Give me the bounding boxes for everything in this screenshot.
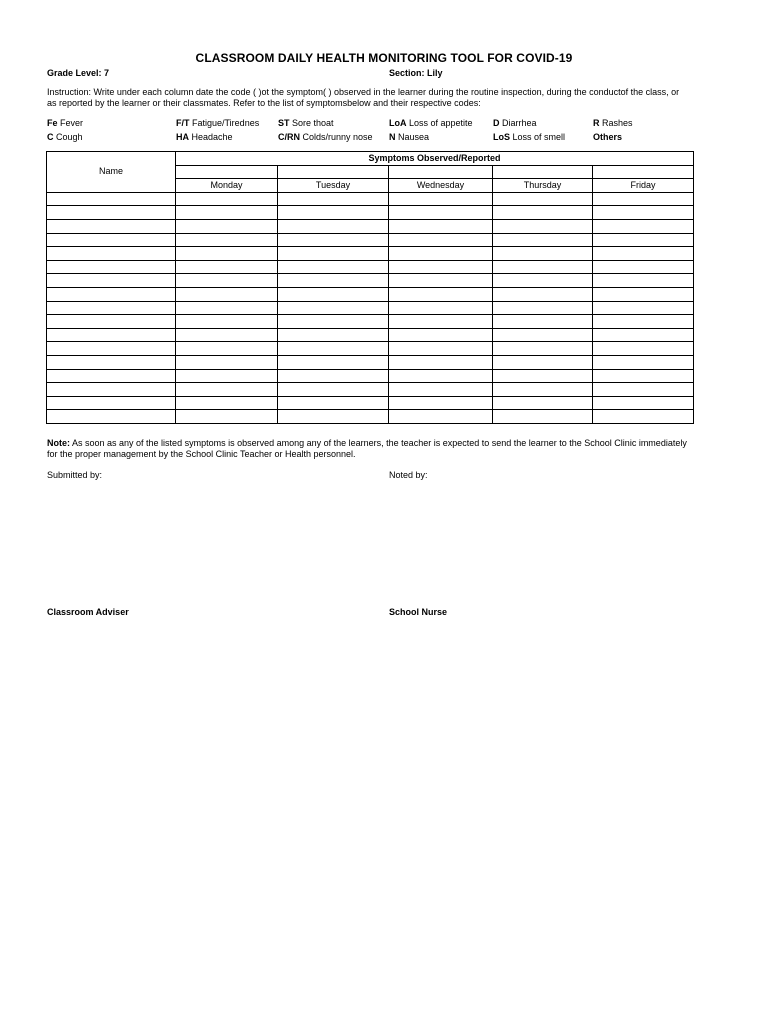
symptom-cell[interactable]	[278, 301, 389, 315]
symptom-cell[interactable]	[493, 274, 593, 288]
table-row	[47, 383, 694, 397]
table-cell[interactable]	[493, 165, 593, 179]
submitted-by-label: Submitted by:	[47, 470, 103, 480]
name-header: Name	[47, 152, 176, 193]
symptom-cell[interactable]	[176, 342, 278, 356]
section: Section: Lily	[389, 68, 443, 78]
symptom-cell[interactable]	[593, 328, 694, 342]
table-row	[47, 369, 694, 383]
code-item	[593, 132, 622, 143]
symptom-cell[interactable]	[493, 383, 593, 397]
code-abbr: R	[593, 118, 600, 128]
symptom-cell[interactable]	[278, 315, 389, 329]
symptom-cell[interactable]	[493, 260, 593, 274]
symptom-cell[interactable]	[176, 355, 278, 369]
table-row	[47, 315, 694, 329]
table-cell[interactable]	[593, 165, 694, 179]
day-header-tuesday: Tuesday	[278, 179, 389, 193]
symptom-cell[interactable]	[493, 410, 593, 424]
symptom-cell[interactable]	[278, 342, 389, 356]
symptom-cell[interactable]	[278, 410, 389, 424]
table-cell[interactable]	[389, 165, 493, 179]
symptom-cell[interactable]	[389, 287, 493, 301]
code-item	[389, 118, 473, 129]
learner-name-cell[interactable]	[47, 369, 176, 383]
symptom-cell[interactable]	[389, 301, 493, 315]
symptom-cell[interactable]	[593, 287, 694, 301]
symptom-cell[interactable]	[389, 206, 493, 220]
symptom-cell[interactable]	[278, 247, 389, 261]
table-row	[47, 355, 694, 369]
code-label: Fatigue/Tirednes	[189, 118, 260, 128]
symptom-cell[interactable]	[593, 192, 694, 206]
symptom-cell[interactable]	[593, 396, 694, 410]
code-abbr: ST	[278, 118, 290, 128]
noted-by-label: Noted by:	[389, 470, 428, 480]
code-item	[278, 118, 334, 129]
symptom-cell[interactable]	[593, 369, 694, 383]
code-item	[493, 118, 537, 129]
symptom-cell[interactable]	[176, 219, 278, 233]
symptom-cell[interactable]	[593, 315, 694, 329]
symptom-cell[interactable]	[389, 355, 493, 369]
symptom-cell[interactable]	[176, 192, 278, 206]
code-label: Headache	[189, 132, 233, 142]
symptom-cell[interactable]	[176, 247, 278, 261]
header-row	[47, 152, 694, 166]
learner-name-cell[interactable]	[47, 206, 176, 220]
day-header-wednesday: Wednesday	[389, 179, 493, 193]
table-row	[47, 192, 694, 206]
code-label: Cough	[53, 132, 83, 142]
symptom-cell[interactable]	[176, 369, 278, 383]
code-item	[176, 118, 259, 129]
symptom-cell[interactable]	[493, 396, 593, 410]
symptom-cell[interactable]	[593, 383, 694, 397]
symptom-cell[interactable]	[389, 369, 493, 383]
code-abbr: HA	[176, 132, 189, 142]
code-abbr: LoA	[389, 118, 407, 128]
code-abbr: C/RN	[278, 132, 300, 142]
symptom-cell[interactable]	[593, 233, 694, 247]
symptom-cell[interactable]	[176, 301, 278, 315]
symptom-cell[interactable]	[389, 328, 493, 342]
symptom-cell[interactable]	[389, 383, 493, 397]
symptom-cell[interactable]	[493, 369, 593, 383]
symptom-cell[interactable]	[493, 233, 593, 247]
learner-name-cell[interactable]	[47, 328, 176, 342]
code-label: Fever	[57, 118, 84, 128]
day-header-friday: Friday	[593, 179, 694, 193]
symptom-cell[interactable]	[389, 410, 493, 424]
symptom-cell[interactable]	[493, 287, 593, 301]
symptom-cell[interactable]	[593, 355, 694, 369]
symptom-cell[interactable]	[593, 342, 694, 356]
symptom-cell[interactable]	[493, 315, 593, 329]
code-item	[389, 132, 429, 143]
table-row	[47, 301, 694, 315]
symptom-cell[interactable]	[593, 301, 694, 315]
symptom-cell[interactable]	[278, 287, 389, 301]
table-row	[47, 342, 694, 356]
table-row	[47, 274, 694, 288]
symptom-cell[interactable]	[389, 192, 493, 206]
symptom-cell[interactable]	[493, 342, 593, 356]
table-cell[interactable]	[278, 165, 389, 179]
learner-name-cell[interactable]	[47, 355, 176, 369]
symptom-cell[interactable]	[493, 328, 593, 342]
learner-name-cell[interactable]	[47, 342, 176, 356]
learner-name-cell[interactable]	[47, 396, 176, 410]
symptom-cell[interactable]	[593, 206, 694, 220]
symptom-cell[interactable]	[593, 247, 694, 261]
code-item	[593, 118, 633, 129]
code-abbr: N	[389, 132, 396, 142]
learner-name-cell[interactable]	[47, 247, 176, 261]
symptom-cell[interactable]	[593, 274, 694, 288]
symptom-cell[interactable]	[176, 274, 278, 288]
symptom-cell[interactable]	[278, 328, 389, 342]
note-text	[47, 438, 687, 460]
school-nurse-label: School Nurse	[389, 607, 448, 617]
symptom-cell[interactable]	[176, 287, 278, 301]
table-row	[47, 287, 694, 301]
code-label: Rashes	[599, 118, 633, 128]
code-label: Colds/runny nose	[300, 132, 373, 142]
code-abbr: LoS	[493, 132, 510, 142]
symptom-cell[interactable]	[278, 219, 389, 233]
instruction-text: Instruction: Write under each column date the code ( )ot the symptom( ) observed in the learner during the routine inspection, during the conductof the class, or as reported by the learner or their classmates. Refer to the list of symptomsbelow and their respective codes:	[47, 87, 680, 108]
table-row	[47, 219, 694, 233]
symptom-cell[interactable]	[176, 260, 278, 274]
symptom-cell[interactable]	[278, 233, 389, 247]
symptom-cell[interactable]	[176, 328, 278, 342]
table-row	[47, 206, 694, 220]
code-item	[493, 132, 565, 143]
page-title: CLASSROOM DAILY HEALTH MONITORING TOOL FOR COVID-19	[195, 51, 573, 65]
symptom-cell[interactable]	[278, 206, 389, 220]
table-row	[47, 328, 694, 342]
monitoring-table	[46, 151, 694, 424]
symptom-cell[interactable]	[278, 355, 389, 369]
symptom-cell[interactable]	[278, 369, 389, 383]
symptom-cell[interactable]	[493, 355, 593, 369]
learner-name-cell[interactable]	[47, 219, 176, 233]
symptom-cell[interactable]	[493, 206, 593, 220]
table-cell[interactable]	[176, 165, 278, 179]
code-label: Sore thoat	[289, 118, 334, 128]
symptom-cell[interactable]	[389, 219, 493, 233]
symptom-cell[interactable]	[176, 233, 278, 247]
symptom-cell[interactable]	[493, 192, 593, 206]
symptom-cell[interactable]	[389, 260, 493, 274]
code-label: Diarrhea	[499, 118, 537, 128]
learner-name-cell[interactable]	[47, 410, 176, 424]
symptoms-header: Symptoms Observed/Reported	[176, 152, 694, 166]
table-row	[47, 233, 694, 247]
learner-name-cell[interactable]	[47, 287, 176, 301]
code-item	[176, 132, 233, 143]
day-header-thursday: Thursday	[493, 179, 593, 193]
code-label: Loss of appetite	[406, 118, 473, 128]
learner-name-cell[interactable]	[47, 301, 176, 315]
learner-name-cell[interactable]	[47, 260, 176, 274]
code-item	[47, 132, 83, 143]
symptom-cell[interactable]	[593, 410, 694, 424]
table-row	[47, 396, 694, 410]
learner-name-cell[interactable]	[47, 233, 176, 247]
classroom-adviser-label: Classroom Adviser	[47, 607, 129, 617]
symptom-cell[interactable]	[176, 383, 278, 397]
table-row	[47, 247, 694, 261]
symptom-cell[interactable]	[389, 233, 493, 247]
symptom-cell[interactable]	[593, 219, 694, 233]
day-header-monday: Monday	[176, 179, 278, 193]
learner-name-cell[interactable]	[47, 274, 176, 288]
symptom-cell[interactable]	[278, 192, 389, 206]
symptom-cell[interactable]	[389, 342, 493, 356]
symptom-cell[interactable]	[593, 260, 694, 274]
table-row	[47, 410, 694, 424]
code-abbr: D	[493, 118, 500, 128]
symptom-cell[interactable]	[493, 247, 593, 261]
symptom-cell[interactable]	[389, 315, 493, 329]
symptom-cell[interactable]	[176, 315, 278, 329]
symptom-cell[interactable]	[176, 396, 278, 410]
code-item	[278, 132, 373, 143]
table-row	[47, 260, 694, 274]
code-label: Nausea	[395, 132, 430, 142]
learner-name-cell[interactable]	[47, 192, 176, 206]
symptom-cell[interactable]	[278, 260, 389, 274]
code-label: Loss of smell	[510, 132, 566, 142]
note-label: Note:	[47, 438, 70, 448]
symptom-cell[interactable]	[389, 396, 493, 410]
note-body: As soon as any of the listed symptoms is observed among any of the learners, the teacher is expected to send the learner to the School Clinic immediately for the proper management by the School Clinic Teacher or Health personnel.	[47, 438, 687, 459]
symptom-cell[interactable]	[278, 396, 389, 410]
symptom-cell[interactable]	[278, 274, 389, 288]
symptom-cell[interactable]	[176, 206, 278, 220]
code-abbr: Fe	[47, 118, 58, 128]
grade-level: Grade Level: 7	[47, 68, 110, 78]
symptom-cell[interactable]	[493, 301, 593, 315]
symptom-cell[interactable]	[493, 219, 593, 233]
code-abbr: C	[47, 132, 54, 142]
code-abbr: F/T	[176, 118, 190, 128]
symptom-cell[interactable]	[389, 274, 493, 288]
learner-name-cell[interactable]	[47, 315, 176, 329]
code-abbr: Others	[593, 132, 623, 142]
symptom-cell[interactable]	[278, 383, 389, 397]
symptom-cell[interactable]	[176, 410, 278, 424]
learner-name-cell[interactable]	[47, 383, 176, 397]
code-item	[47, 118, 83, 129]
symptom-cell[interactable]	[389, 247, 493, 261]
